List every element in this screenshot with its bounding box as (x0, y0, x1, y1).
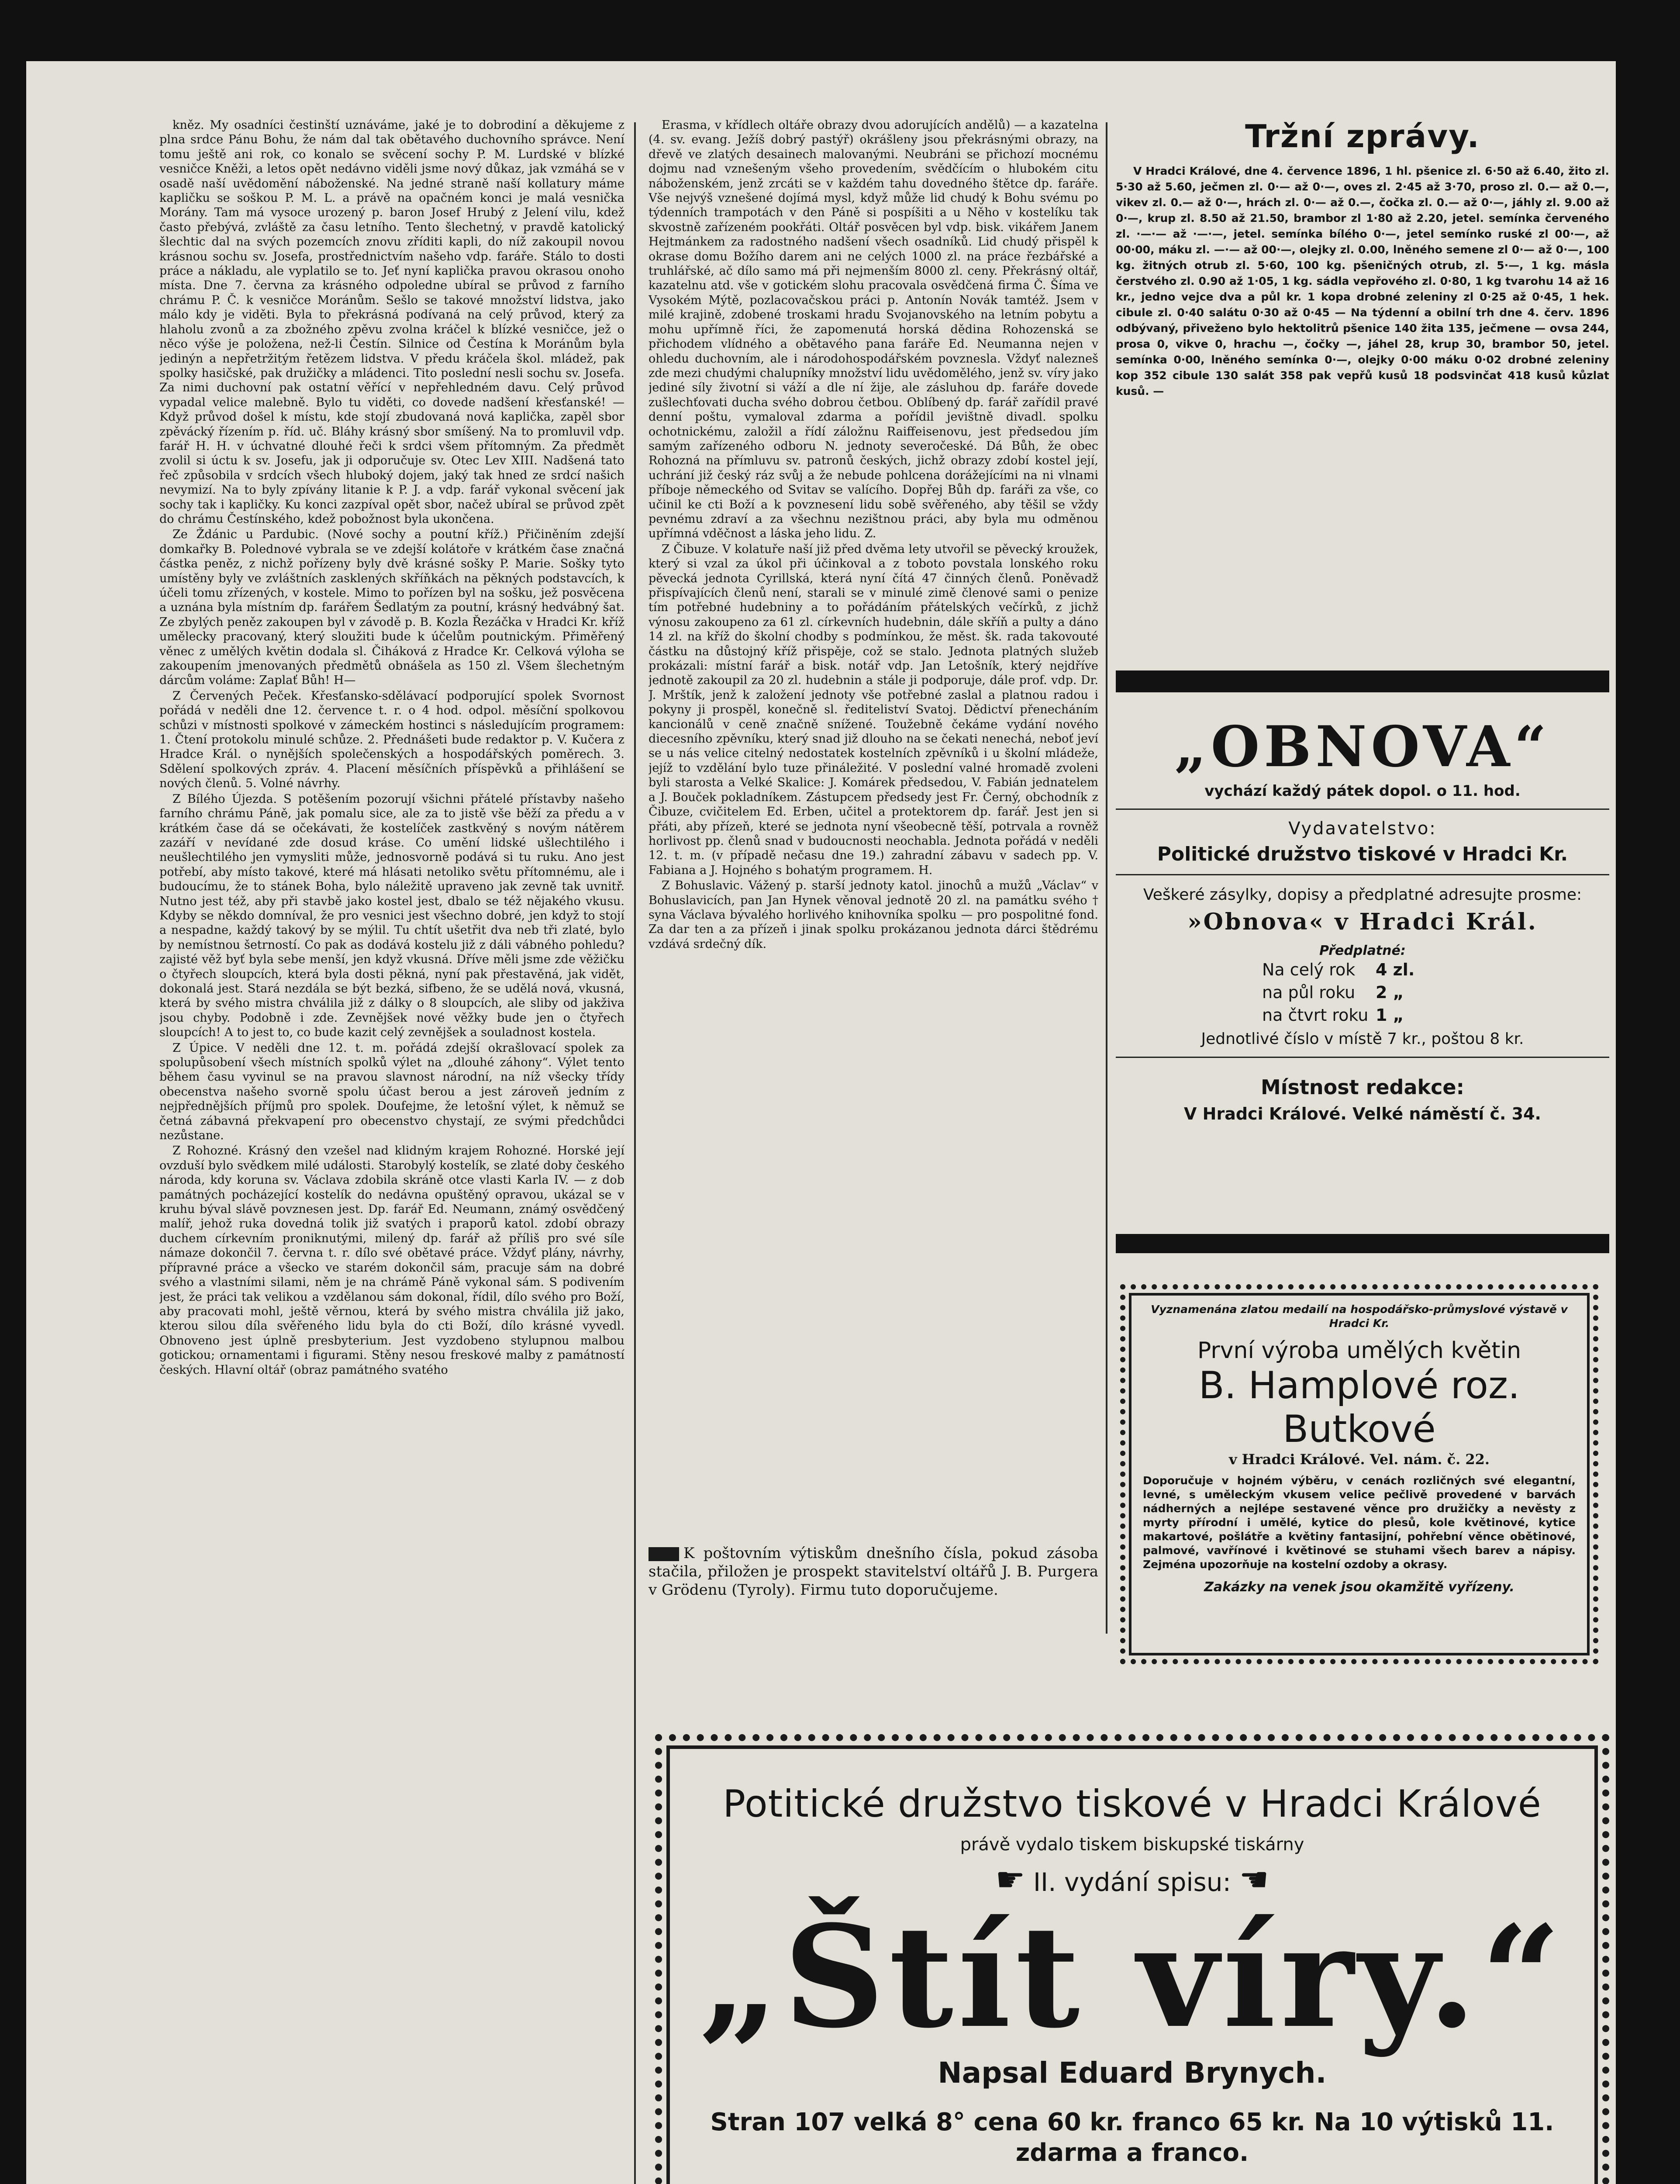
publisher-name: Politické družstvo tiskové v Hradci Kr. (1157, 843, 1568, 865)
medal-note: Vyznamenána zlatou medailí na hospodářsko-průmyslové výstavě v Hradci Kr. (1151, 1303, 1568, 1330)
advert-line: právě vydalo tiskem biskupské tiskárny (960, 1835, 1304, 1855)
divider (1116, 1057, 1609, 1058)
price-amount: 1 „ (1376, 1006, 1404, 1025)
article-rohozna: Z Rohozné. Krásný den vzešel nad klidným krajem Rohozné. Horské její ovzduší bylo svědkem milé události. Starobylý kostelík, se zlaté doby českého národa, kdy koruna sv. Václava zdobila skráně otce vlasti Karla IV. — z dob památných pocházející kostelík do nedávna opuštěný opravou, ukázal se v kruhu býval slávě povznesen jest. Dp. farář Ed. Neumann, známý osvědčený malíř, jehož ruka dovedná tolik již svatých i praporů katol. zdobí obrazy duchem církevním proniknutými, milený dp. farář až příliš pro své síle námaze dokončil 7. června t. r. dílo své obětavé práce. Vždyť plány, návrhy, přípravné práce a všecko ve starém dokončil sám, pracuje sám na dobré svého a vlastními silami, něm je na chrámě Páně vykonal sám. S podivením jest, že práci tak velikou a vzdělanou sám dokonal, řídil, dílo svého pro Boží, aby pracovati mohl, ještě věrnou, která by svého mistra chválila již jako, kterou silou díla svěřeného lidu byla do cti Boží, dílo krásné vyvedl. Obnoveno jest úplně presbyterium. Jest vyzdobeno stylupnou malbou gotickou; ornamentami i figurami. Stěny nesou freskové malby z památností českých. Hlavní oltář (obraz památného svatého (159, 1144, 624, 1377)
price-term: Na celý rok (1262, 960, 1356, 979)
price-row (1262, 958, 1609, 981)
article-upice: Z Úpice. V neděli dne 12. t. m. pořádá zdejší okrašlovací spolek za spolupůsobení všech místních spolků výlet na „dlouhé záhony“. Výlet tento během času vyvinul se na pravou slavnost národní, na níž všecky třídy obecenstva našeho svorně spolu účast berou a jest zároveň jedním z nejpřednějších příjmů pro spolek. Doufejme, že letošní výlet, k němuž se četná zábavná překvapení pro obecenstvo chystají, ze svými předchůdci nezůstane. (159, 1041, 624, 1143)
pointing-hand-icon: ☛ (995, 1860, 1025, 1899)
advert-body: Doporučuje v hojném výběru, v cenách rozličných své elegantní, levné, s uměleckým vkusem velice pečlivě provedené v barvách nádherných a nejlépe sestavené věnce pro družičky a nevěsty z myrty přírodní i umělé, kytice do plesů, kole květinové, kytice makartové, pošlátře a květiny fantasijní, pohřební věnce obětinové, palmové, vavřínové i květinové se stuhami všech barev a nápisy. Zejména upozorňuje na kostelní ozdoby a okrasy. (1143, 1474, 1576, 1571)
prepaid-label: Předplatné: (1319, 943, 1406, 958)
newspaper-page (26, 61, 1616, 2184)
divider (1116, 809, 1609, 810)
market-title: Tržní zprávy. (1245, 118, 1480, 155)
article-cestin: kněz. My osadníci čestinští uznáváme, jaké je to dobrodiní a děkujeme z plna srdce Pánu Bohu, že nám dal tak obětavého duchovního správce. Není tomu ještě ani rok, co konalo se svěcení sochy P. M. Lurdské v blízké vesničce Kněži, a letos opět nedávno viděli jsme nový důkaz, jak vzmáhá se v osadě naší uvědomění náboženské. Na jedné straně naší kollatury máme kapličku se soškou P. M. L. a právě na opačném konci je malá vesnička Morány. Tam má vysoce urozený p. baron Josef Hrubý z Jelení vilu, kdež často přebývá, zvláště za času letního. Tento šlechetný, v pravdě katolický šlechtic dal na svých pozemcích znovu zříditi kapli, do níž zakoupil novou krásnou sochu sv. Josefa, prostřednictvím našeho vdp. faráře. Stálo to dosti práce a nákladu, ale vyplatilo se to. Jeť nyní kaplička pravou okrasou onoho místa. Dne 7. června za krásného odpoledne ubíral se průvod z farního chrámu P. Č. k vesničce Moránům. Sešlo se takové množství lidstva, jako málo kdy je viděti. Byla to překrásná podívaná na celý průvod, který za hlaholu zvonů a za zbožného zpěvu zvolna kráčel k blízké vesničce, jež o něco výše je položena, než-li Čestín. Silnice od Čestína k Moránům byla jedinýn a nepřetržitým řetězem lidstva. V předu kráčela škol. mládež, pak spolky hasičské, pak družičky a mládenci. Tito poslední nesli sochu sv. Josefa. Za nimi duchovní pak ostatní věřící v nepřehledném davu. Celý průvod vypadal velice malebně. Bylo tu viděti, co dovede nadšení křesťanské! — Když průvod došel k místu, kde stojí zbudovaná nová kaplička, zapěl sbor zpěvácký řízením p. říd. uč. Bláhy krásný sbor smíšený. Na to promluvil vdp. farář H. H. v úchvatné dlouhé řeči k srdci všem přítomným. Za předmět zvolil si úctu k sv. Josefu, jak ji odporučuje sv. Otec Lev XIII. Nadšená tato řeč způsobila v srdcích všech hluboký dojem, jaký tak hned ze srdcí našich nevymizí. Na to byly zpívány litanie k P. J. a vdp. farář vykonal svěcení jak sochy tak i kapličky. Ku konci zazpíval opět sbor, načež ubíral se průvod zpět do chrámu Čestínského, kdež pobožnost byla ukončena. (159, 118, 624, 526)
editorial-address: V Hradci Králové. Velké náměstí č. 34. (1184, 1104, 1541, 1123)
edition-line (690, 1860, 1574, 1899)
price-amount: 4 zl. (1376, 960, 1415, 979)
editorial-label: Místnost redakce: (1261, 1075, 1464, 1099)
column-divider (1106, 122, 1107, 1634)
divider-bar (1116, 1234, 1609, 1253)
book-price: Stran 107 velká 8° cena 60 kr. franco 65 kr. Na 10 výtisků 11. zdarma a franco. (710, 2108, 1554, 2167)
price-row (1262, 981, 1609, 1004)
divider-bar (1116, 670, 1609, 692)
price-term: na čtvrt roku (1262, 1006, 1369, 1025)
article-rohozna-cont: Erasma, v křídlech oltáře obrazy dvou adorujících andělů) — a kazatelna (4. sv. evang. Ježíš dobrý pastýř) okrášleny jsou překrásnými obrazy, na dřevě ve zlatých desainech malovanými. Neubráni se přichozí mocnému dojmu nad vznešeným všeho provedením, svědčícím o hlubokém citu náboženském, jenž zrcáti se v každém tahu dovedného štětce dp. faráře. Vše nejvýš vznešené dojímá mysl, když může lid chudý k Bohu svému po týdenních trampotách v den Páně si pospíšiti a u Něho v kostelíku tak skvostně zařízeném pookřáti. Oltář posvěcen byl vdp. bisk. vikářem Janem Hejtmánkem za radostného nadšení všech osadníků. Lid chudý přispěl k okrase domu Božího darem ani ne celých 1000 zl. na práce řezbářské a truhlářské, ač dílo samo má při nejmenším 8000 zl. ceny. Překrásný oltář, kazatelnu atd. vše v gotickém slohu pracovala osvědčená firma Č. Šíma ve Vysokém Mýtě, pozlacovačskou práci p. Antonín Novák tamtéž. Jsem v milé krajině, zdobené troskami hradu Svojanovského na letním pobytu a mohu upřímně říci, že zapomenutá horská dědina Rohozenská se přichodem vlídného a obětavého pana faráře Ed. Neumanna nejen v ohledu duchovním, ale i národohospodářském povznesla. Vždyť nalezneš zde mezi chudými chalupníky množství lidu uvědomělého, jenž sv. víry jako jediné síly životní si váží a dle ní žije, ale zásluhou dp. faráře dovede zušlechťovati ducha svého dobrou četbou. Oblíbený dp. farář zařídil pravé denní poštu, vymaloval zdarma a pořídil jevištně divadl. spolku ochotnickému, založil a řídí záložnu Raiffeisenovu, jest předsedou jím samým zařízeného odboru N. jednoty severočeské. Dá Bůh, že obec Rohozná na přímluvu sv. patronů českých, jichž obrazy zdobí kostel její, uchrání již český ráz svůj a že nebude pohlcena dorážejícími na ni vlnami příboje německého od Svitav se valícího. Dopřej Bůh dp. faráři za vše, co učinil ke cti Boží a k povznesení lidu sobě svěřeného, aby těšil se vždy pevnému zdraví a za všechnu nezištnou práci, aby byla mu odměnou upřímná vděčnost a láska jeho lidu. Z. (649, 118, 1098, 541)
postscript-text: K poštovním výtiskům dnešního čísla, pokud zásoba stačila, přiložen je prospekt stavitelství oltářů J. B. Purgera v Grödenu (Tyroly). Firmu tuto doporučujeme. (649, 1545, 1098, 1599)
advert-publisher: Potitické družstvo tiskové v Hradci Králové (723, 1782, 1542, 1826)
article-bohuslavice: Z Bohuslavic. Vážený p. starší jednoty katol. jinochů a mužů „Václav“ v Bohuslavicích, pan Jan Hynek věnoval jednotě 20 zl. na památku svého † syna Václava bývalého horlivého knihovníka spolku — pro pospolitné fond. Za dar ten a za přízeň i jinak spolku prokázanou jednota dárci štědrému vzdává srdečný dík. (649, 879, 1098, 951)
hamplova-advert (1120, 1284, 1598, 1664)
book-title: „Štít víry.“ (699, 1895, 1566, 2059)
edition-text: II. vydání spisu: (1033, 1867, 1232, 1897)
pointing-hand-icon (649, 1547, 679, 1561)
postscript-notice (649, 1544, 1098, 1599)
article-cervene-pecky: Z Červených Peček. Křesťansko-sdělávací podporující spolek Svornost pořádá v neděli dne 12. července t. r. o 4 hod. odpol. měsíční spolkovou schůzi v místnosti spolkové v zámeckém hostinci s následujícím programem: 1. Čtení protokolu minulé schůze. 2. Přednášeti bude redaktor p. V. Kučera z Hradce Král. o nynějších společenských a hospodářských poměrech. 3. Sdělení spolkových zpráv. 4. Placení měsíčních příspěvků a přihlášení se nových členů. 5. Volné návrhy. (159, 689, 624, 791)
price-term: na půl roku (1262, 983, 1356, 1002)
column-divider (634, 122, 636, 2184)
mail-instructions: Veškeré zásylky, dopisy a předplatné adresujte prosme: (1143, 886, 1582, 904)
market-text: V Hradci Králové, dne 4. července 1896, 1 hl. pšenice zl. 6·50 až 6.40, žito zl. 5·30 až 5.60, ječmen zl. 0·— až 0·—, oves zl. 2·45 až 3·70, proso zl. 0.— až 0.—, vikev zl. 0.— až 0·—, hrách zl. 0·— až 0.—, čočka zl. 0.— až 0·—, jáhly zl. 9.00 až 0·—, krup zl. 8.50 až 21.50, brambor zl 1·80 až 2.20, jetel. semínka červeného zl. ·—·— až ·—·—, jetel. semínka bílého 0·—, jetel semínko ruské zl 00·—, až 00·00, máku zl. —·— až 00·—, olejky zl. 0.00, lněného semene zl 0·— až 0·—, 100 kg. žitných otrub zl. 5·60, 100 kg. pšeničných otrub, zl. 5·—, 1 kg. másla čerstvého zl. 0.90 až 1·05, 1 kg. sádla vepřového zl. 0·80, 1 kg tvarohu 14 až 16 kr., jedno vejce dva a půl kr. 1 kopa drobné zeleniny zl 0·25 až 0·45, 1 hek. cibule zl. 0·40 salátu 0·30 až 0·45 — Na týdenní a obilní trh dne 4. červ. 1896 odbývaný, přiveženo bylo hektolitrů pšenice 140 žita 135, ječmene — ovsa 244, prosa 0, vikve 0, hrachu —, čočky —, jáhel 28, krup 30, brambor 50, jetel. semínka 0·00, lněného semínka 0·—, olejky 0·00 máku 0·02 drobné zeleniny kop 352 cibule 130 salát 358 pak vepřů kusů 18 podsvinčat 418 kusů kůzlat kusů. — (1116, 165, 1609, 397)
article-cibuz: Z Čibuze. V kolatuře naší již před dvěma lety utvořil se pěvecký kroužek, který si vzal za úkol při účinkoval a z toboto povstala lonského roku pěvecká jednota Cyrillská, která nyní čítá 47 činných členů. Poněvadž přispívajících členů není, starali se v minulé zimě členové sami o penize tím potřebné hudebniny a to pořádáním přátelských večírků, z jichž výnosu zakoupeno za 61 zl. církevních hudebnin, dále skříň a pulty a dáno 14 zl. na kříž do školní chodby s podmínkou, že měst. šk. rada takovouté částku na důstojný kříž přispěje, což se stalo. Jednota platných služeb prokázali: místní farář a bisk. notář vdp. Jan Letošník, který nejdříve jednotě zakoupil za 20 zl. hudebnin a stále ji podporuje, dále prof. vdp. Dr. J. Mrštík, jenž k založení jednoty vše potřebné zaslal a platnou radou i pokyny ji prospěl, konečně sl. řediteliství Svatoj. Dědictví přenecháním kancionálů v ceně značně snížené. Toužebně čekáme vydání nového diecesního zpěvníku, který snad již dlouho na se čekati nenechá, neboť jeví se u nás velice citelný nedostatek kostelních zpěvníků i u školní mládeže, jejíž to vzdělání bylo tuze přináležité. V poslední valné hromadě zvoleni byli starosta a Velké Skalice: J. Komárek předsedou, V. Fabián jednatelem a J. Bouček pokladníkem. Zástupcem předsedy jest Fr. Černý, obchodník z Čibuze, cvičitelem Ed. Erben, učitel a protektorem dp. farář. Jest jen si přáti, aby přízeň, které se jednota nyní všeobecně těší, potrvala a rovněž horlivost pp. členů snad v budoucnosti neochabla. Jednota pořádá v neděli 12. t. m. (v případě nečasu dne 19.) zahradní zábavu v sadech pp. V. Fabiana a J. Hojného s bohatým programem. H. (649, 542, 1098, 877)
stit-viry-advert (655, 1734, 1609, 2184)
obnova-subtitle: vychází každý pátek dopol. o 11. hod. (1204, 782, 1521, 800)
column-1 (159, 118, 624, 2184)
advert-address: v Hradci Králové. Vel. nám. č. 22. (1228, 1451, 1490, 1468)
advert-heading: První výroba umělých květin (1197, 1337, 1521, 1364)
advert-company: B. Hamplové roz. Butkové (1198, 1364, 1520, 1451)
mail-address: »Obnova« v Hradci Král. (1187, 909, 1538, 935)
obnova-masthead-box (1116, 705, 1609, 1195)
obnova-title: „OBNOVA“ (1174, 714, 1551, 780)
book-author: Napsal Eduard Brynych. (938, 2056, 1327, 2090)
article-zdanice: Ze Ždánic u Pardubic. (Nové sochy a poutní kříž.) Přičiněním zdejší domkařky B. Polednové vybrala se ve zdejší kolátoře v krátkém čase značná částka peněz, z nichž pořízeny byly dvě krásné sošky P. Marie. Sošky tyto umístěny byly ve zvláštních zasklených skříňkách na pěkných podstavcích, k účeli tomu zřízených, v kostele. Mimo to pořízen byl na sošku, jež posvěcena a uznána byla místním dp. farářem Šedlatým za poutní, krásný hedvábný šat. Ze zbylých peněz zakoupen byl v závodě p. B. Kozla Řezáčka v Hradci Kr. kříž umělecky pracovaný, který sloužiti bude k účelům poutnickým. Přiměřený věnec z umělých květin dodala sl. Čiháková z Hradce Kr. Celková výloha se zakoupením jmenovaných předmětů obnášela as 150 zl. Všem šlechetným dárcům voláme: Zaplať Bůh! H— (159, 528, 624, 688)
pointing-hand-icon: ☚ (1239, 1860, 1269, 1899)
price-amount: 2 „ (1376, 983, 1404, 1002)
column-2 (649, 118, 1098, 1472)
divider (1116, 874, 1609, 875)
publisher-label: Vydavatelstvo: (1288, 819, 1437, 839)
market-reports (1116, 118, 1609, 642)
single-copy-price: Jednotlivé číslo v místě 7 kr., poštou 8 kr. (1201, 1030, 1524, 1048)
advert-footer: Zakázky na venek jsou okamžitě vyřízeny. (1204, 1579, 1514, 1595)
price-row (1262, 1004, 1609, 1026)
article-bily-ujezd: Z Bílého Újezda. S potěšením pozorují všichni přátelé přístavby našeho farního chrámu Páně, jak pomalu sice, ale za to jistě vše běží za předu a v krátkém čase dá se očekávati, že kostelíček zastkvěný s novým nátěrem zazáří v nevídané zde dosud kráse. Co umění lidské ušlechtilého i neušlechtilého jen vymysliti může, jednosvorně podává si tu ruku. Ano jest potřebí, aby místo takové, které má hlásati netoliko světu přítomnému, ale i budoucímu, že to stánek Boha, bylo náležitě upraveno jak zevně tak uvnitř. Nutno jest též, aby při stavbě jako kostel jest, dbalo se též nějakého vkusu. Kdyby se někdo domníval, že pro vesnici jest všechno dobré, jen když to stojí a nespadne, každý takový by se mýlil. Tu chtít ušetřit dva neb tři zlaté, bylo by nemístnou šetrností. Co pak as dodává kostelu již z dáli vábného pohledu? zajisté věž byť byla sebe menší, jen když vkusná. Dříve měli jsme zde věžičku o čtyřech sloupcích, která byla dosti pěkná, nyní pak přestavěná, jak vidět, dokonalá jest. Stará nezdála se být bezká, sifbeno, že se udělá nová, vkusná, která by svého mistra chválila již z dálky o 8 sloupcích, ale sliby od jakživa jsou chyby. Podobně i zde. Zevnějšek nové věžky bude jen o čtyřech sloupcích! A to jest to, co bude kazit celý zevnějšek a souladnost kostela. (159, 792, 624, 1040)
